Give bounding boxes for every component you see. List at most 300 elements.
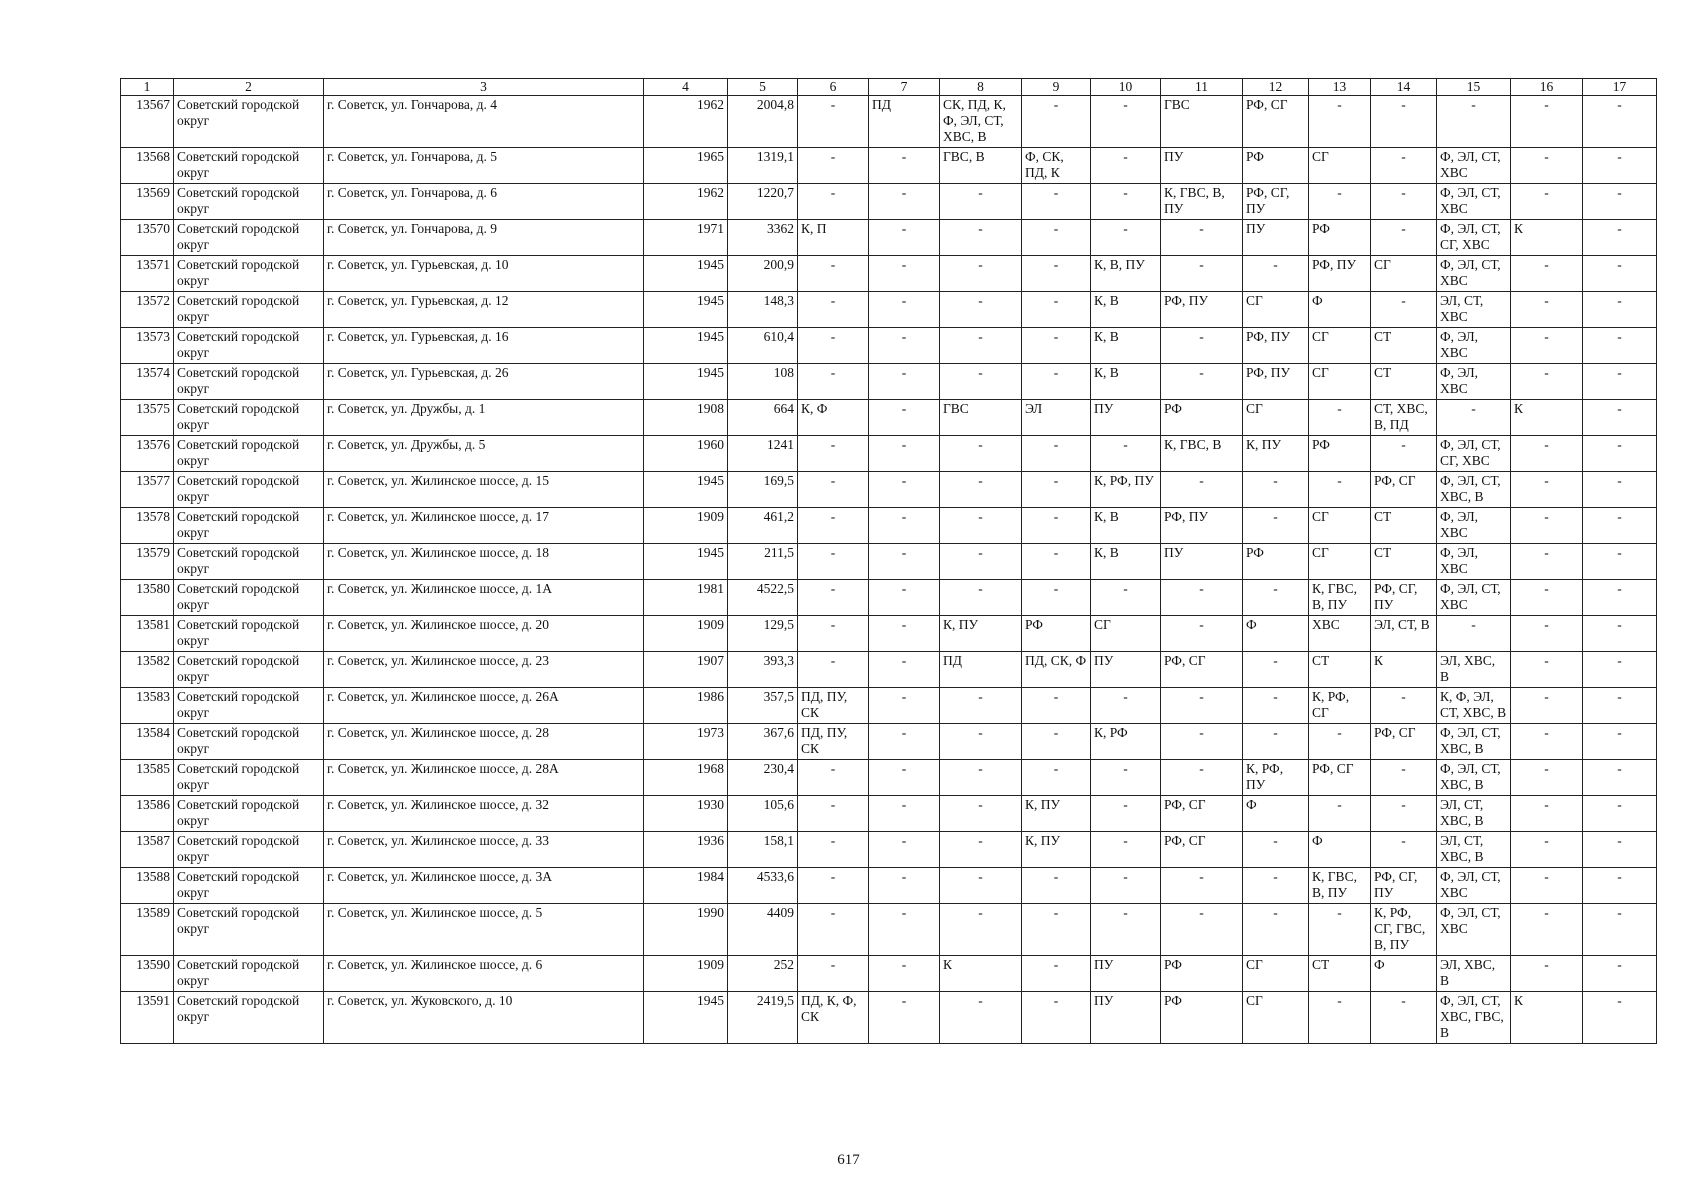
- table-cell: -: [1161, 580, 1243, 616]
- table-cell: 13584: [121, 724, 174, 760]
- table-cell: -: [1511, 508, 1583, 544]
- table-cell: -: [1511, 292, 1583, 328]
- table-cell: -: [1371, 220, 1437, 256]
- table-cell: Советский городской округ: [174, 508, 324, 544]
- table-cell: 1220,7: [728, 184, 798, 220]
- table-cell: -: [798, 544, 869, 580]
- table-cell: -: [869, 328, 940, 364]
- table-cell: 13581: [121, 616, 174, 652]
- table-cell: Советский городской округ: [174, 992, 324, 1044]
- table-cell: РФ, СГ: [1161, 652, 1243, 688]
- table-cell: -: [869, 688, 940, 724]
- table-cell: -: [940, 992, 1022, 1044]
- table-cell: -: [940, 328, 1022, 364]
- table-cell: СГ: [1091, 616, 1161, 652]
- table-cell: г. Советск, ул. Жилинское шоссе, д. 5: [324, 904, 644, 956]
- table-row: [121, 96, 1657, 148]
- table-cell: -: [1583, 472, 1657, 508]
- table-cell: 1909: [644, 508, 728, 544]
- column-header: 4: [644, 79, 728, 96]
- table-cell: -: [869, 724, 940, 760]
- table-cell: -: [869, 580, 940, 616]
- table-cell: г. Советск, ул. Жилинское шоссе, д. 23: [324, 652, 644, 688]
- table-cell: -: [940, 760, 1022, 796]
- table-cell: Советский городской округ: [174, 184, 324, 220]
- table-cell: -: [869, 992, 940, 1044]
- table-cell: 1945: [644, 992, 728, 1044]
- table-cell: -: [1309, 184, 1371, 220]
- table-cell: ХВС: [1309, 616, 1371, 652]
- table-cell: 1909: [644, 956, 728, 992]
- table-cell: К, В, ПУ: [1091, 256, 1161, 292]
- table-cell: РФ: [1243, 544, 1309, 580]
- table-cell: 1962: [644, 184, 728, 220]
- table-cell: Советский городской округ: [174, 904, 324, 956]
- table-cell: Ф, ЭЛ, СТ, ХВС: [1437, 256, 1511, 292]
- table-cell: -: [940, 292, 1022, 328]
- table-cell: г. Советск, ул. Гончарова, д. 6: [324, 184, 644, 220]
- page-number: 617: [837, 1152, 860, 1168]
- table-cell: К, В: [1091, 508, 1161, 544]
- table-cell: СТ: [1371, 544, 1437, 580]
- table-cell: -: [1022, 292, 1091, 328]
- table-row: [121, 652, 1657, 688]
- table-cell: -: [798, 256, 869, 292]
- table-cell: -: [1583, 436, 1657, 472]
- table-cell: 2419,5: [728, 992, 798, 1044]
- table-cell: Советский городской округ: [174, 328, 324, 364]
- table-cell: -: [798, 508, 869, 544]
- table-cell: -: [1583, 328, 1657, 364]
- table-cell: -: [869, 508, 940, 544]
- table-cell: Советский городской округ: [174, 796, 324, 832]
- table-cell: -: [798, 796, 869, 832]
- table-cell: 108: [728, 364, 798, 400]
- table-cell: -: [798, 904, 869, 956]
- table-cell: -: [1091, 832, 1161, 868]
- table-cell: 13579: [121, 544, 174, 580]
- table-cell: 2004,8: [728, 96, 798, 148]
- table-cell: 158,1: [728, 832, 798, 868]
- table-cell: -: [1243, 904, 1309, 956]
- table-cell: ЭЛ, СТ, ХВС, В: [1437, 796, 1511, 832]
- table-cell: -: [1371, 96, 1437, 148]
- table-cell: -: [869, 256, 940, 292]
- table-cell: ГВС: [1161, 96, 1243, 148]
- register-table: [120, 78, 1657, 1044]
- table-cell: -: [1437, 400, 1511, 436]
- table-cell: ПУ: [1091, 652, 1161, 688]
- table-cell: ЭЛ, СТ, В: [1371, 616, 1437, 652]
- table-cell: 13575: [121, 400, 174, 436]
- table-cell: Ф, ЭЛ, СТ, СГ, ХВС: [1437, 436, 1511, 472]
- table-row: [121, 832, 1657, 868]
- table-cell: -: [1371, 760, 1437, 796]
- table-cell: РФ: [1309, 220, 1371, 256]
- table-cell: 610,4: [728, 328, 798, 364]
- table-cell: -: [798, 868, 869, 904]
- table-cell: -: [1161, 904, 1243, 956]
- table-cell: -: [1022, 256, 1091, 292]
- table-cell: -: [1511, 364, 1583, 400]
- table-cell: г. Советск, ул. Гурьевская, д. 10: [324, 256, 644, 292]
- table-cell: г. Советск, ул. Дружбы, д. 5: [324, 436, 644, 472]
- table-cell: К, ПУ: [1243, 436, 1309, 472]
- table-cell: ПУ: [1091, 956, 1161, 992]
- table-cell: -: [798, 328, 869, 364]
- table-cell: -: [1583, 956, 1657, 992]
- table-cell: Советский городской округ: [174, 96, 324, 148]
- table-cell: Советский городской округ: [174, 472, 324, 508]
- table-cell: -: [1161, 472, 1243, 508]
- table-cell: Советский городской округ: [174, 688, 324, 724]
- table-row: [121, 436, 1657, 472]
- table-cell: 13586: [121, 796, 174, 832]
- table-cell: СГ: [1243, 400, 1309, 436]
- table-cell: -: [869, 956, 940, 992]
- table-cell: -: [1022, 220, 1091, 256]
- table-cell: 1945: [644, 292, 728, 328]
- table-cell: -: [1511, 832, 1583, 868]
- column-header: 9: [1022, 79, 1091, 96]
- table-cell: -: [798, 148, 869, 184]
- table-cell: К, ПУ: [1022, 796, 1091, 832]
- table-cell: -: [1583, 508, 1657, 544]
- table-row: [121, 580, 1657, 616]
- table-cell: -: [940, 688, 1022, 724]
- table-cell: -: [1022, 364, 1091, 400]
- table-cell: Советский городской округ: [174, 256, 324, 292]
- table-cell: -: [798, 616, 869, 652]
- table-cell: 13591: [121, 992, 174, 1044]
- table-cell: Ф, ЭЛ, СТ, ХВС, В: [1437, 760, 1511, 796]
- table-cell: 13589: [121, 904, 174, 956]
- table-cell: 13590: [121, 956, 174, 992]
- table-cell: ЭЛ: [1022, 400, 1091, 436]
- table-cell: 1930: [644, 796, 728, 832]
- table-cell: -: [798, 364, 869, 400]
- column-header: 5: [728, 79, 798, 96]
- table-row: [121, 544, 1657, 580]
- table-cell: Советский городской округ: [174, 652, 324, 688]
- table-cell: К, В: [1091, 544, 1161, 580]
- table-cell: -: [1243, 868, 1309, 904]
- table-cell: -: [1511, 96, 1583, 148]
- table-cell: 13585: [121, 760, 174, 796]
- table-cell: -: [1161, 724, 1243, 760]
- table-cell: г. Советск, ул. Гурьевская, д. 26: [324, 364, 644, 400]
- table-cell: К, ГВС, В: [1161, 436, 1243, 472]
- table-cell: 1986: [644, 688, 728, 724]
- table-cell: РФ, СГ, ПУ: [1371, 868, 1437, 904]
- table-cell: -: [1583, 580, 1657, 616]
- table-cell: -: [869, 220, 940, 256]
- table-row: [121, 724, 1657, 760]
- table-cell: -: [1161, 616, 1243, 652]
- table-cell: 1984: [644, 868, 728, 904]
- table-cell: г. Советск, ул. Гончарова, д. 5: [324, 148, 644, 184]
- table-cell: К, РФ, ПУ: [1091, 472, 1161, 508]
- table-cell: -: [1371, 436, 1437, 472]
- table-cell: г. Советск, ул. Гончарова, д. 4: [324, 96, 644, 148]
- table-cell: -: [1309, 724, 1371, 760]
- table-row: [121, 256, 1657, 292]
- table-cell: РФ, СГ: [1309, 760, 1371, 796]
- table-cell: -: [1022, 760, 1091, 796]
- table-cell: г. Советск, ул. Жилинское шоссе, д. 28А: [324, 760, 644, 796]
- table-cell: -: [940, 580, 1022, 616]
- table-cell: -: [1511, 904, 1583, 956]
- table-cell: РФ, СГ: [1371, 472, 1437, 508]
- table-cell: -: [1511, 956, 1583, 992]
- table-cell: -: [1161, 760, 1243, 796]
- table-cell: г. Советск, ул. Жилинское шоссе, д. 33: [324, 832, 644, 868]
- table-cell: -: [1437, 616, 1511, 652]
- table-cell: 13577: [121, 472, 174, 508]
- table-cell: 169,5: [728, 472, 798, 508]
- table-cell: -: [1022, 580, 1091, 616]
- table-cell: -: [1583, 652, 1657, 688]
- table-cell: г. Советск, ул. Гурьевская, д. 16: [324, 328, 644, 364]
- table-cell: г. Советск, ул. Жилинское шоссе, д. 26А: [324, 688, 644, 724]
- table-cell: 13572: [121, 292, 174, 328]
- table-cell: 1960: [644, 436, 728, 472]
- table-cell: СГ: [1243, 992, 1309, 1044]
- table-cell: -: [1022, 992, 1091, 1044]
- table-cell: Ф, ЭЛ, СТ, ХВС: [1437, 148, 1511, 184]
- table-cell: -: [1511, 652, 1583, 688]
- table-cell: -: [1511, 184, 1583, 220]
- table-cell: РФ, СГ: [1161, 832, 1243, 868]
- table-cell: -: [869, 292, 940, 328]
- table-cell: -: [869, 472, 940, 508]
- table-cell: 367,6: [728, 724, 798, 760]
- table-cell: РФ, ПУ: [1243, 328, 1309, 364]
- table-cell: РФ, ПУ: [1243, 364, 1309, 400]
- table-cell: ПД: [940, 652, 1022, 688]
- table-cell: Советский городской округ: [174, 400, 324, 436]
- table-cell: Ф, ЭЛ, ХВС: [1437, 508, 1511, 544]
- table-row: [121, 796, 1657, 832]
- table-cell: 1908: [644, 400, 728, 436]
- table-cell: ПУ: [1243, 220, 1309, 256]
- table-cell: 1909: [644, 616, 728, 652]
- table-cell: СГ: [1309, 148, 1371, 184]
- table-cell: -: [940, 724, 1022, 760]
- column-header: 17: [1583, 79, 1657, 96]
- table-cell: г. Советск, ул. Жилинское шоссе, д. 6: [324, 956, 644, 992]
- table-cell: К, ГВС, В, ПУ: [1161, 184, 1243, 220]
- table-cell: -: [940, 544, 1022, 580]
- table-cell: -: [1371, 796, 1437, 832]
- table-cell: -: [1022, 544, 1091, 580]
- table-cell: -: [1371, 184, 1437, 220]
- table-cell: -: [1022, 184, 1091, 220]
- table-cell: 129,5: [728, 616, 798, 652]
- table-cell: Ф, ЭЛ, ХВС: [1437, 544, 1511, 580]
- table-cell: г. Советск, ул. Жилинское шоссе, д. 1А: [324, 580, 644, 616]
- column-header: 6: [798, 79, 869, 96]
- table-cell: -: [1091, 796, 1161, 832]
- table-cell: -: [798, 436, 869, 472]
- table-cell: -: [940, 904, 1022, 956]
- table-cell: РФ: [1161, 956, 1243, 992]
- table-cell: 13568: [121, 148, 174, 184]
- table-cell: 1990: [644, 904, 728, 956]
- table-cell: -: [940, 220, 1022, 256]
- table-cell: -: [1243, 508, 1309, 544]
- table-cell: -: [798, 580, 869, 616]
- table-cell: -: [1091, 184, 1161, 220]
- table-cell: Советский городской округ: [174, 292, 324, 328]
- table-cell: 13571: [121, 256, 174, 292]
- table-cell: -: [1309, 796, 1371, 832]
- table-cell: Ф: [1309, 832, 1371, 868]
- table-cell: СГ: [1371, 256, 1437, 292]
- table-cell: К: [1511, 220, 1583, 256]
- table-cell: Ф: [1371, 956, 1437, 992]
- table-cell: -: [869, 148, 940, 184]
- table-cell: Ф, ЭЛ, СТ, ХВС, В: [1437, 472, 1511, 508]
- table-cell: -: [869, 616, 940, 652]
- table-cell: СТ: [1371, 508, 1437, 544]
- table-cell: 1319,1: [728, 148, 798, 184]
- table-cell: -: [869, 436, 940, 472]
- table-cell: -: [1583, 256, 1657, 292]
- table-cell: 1968: [644, 760, 728, 796]
- table-cell: 13583: [121, 688, 174, 724]
- table-cell: К: [1371, 652, 1437, 688]
- table-cell: 4533,6: [728, 868, 798, 904]
- table-cell: -: [1583, 796, 1657, 832]
- table-cell: К, В: [1091, 364, 1161, 400]
- table-cell: -: [1583, 904, 1657, 956]
- table-cell: -: [1243, 688, 1309, 724]
- table-cell: ПУ: [1091, 992, 1161, 1044]
- table-cell: ГВС: [940, 400, 1022, 436]
- table-cell: -: [940, 184, 1022, 220]
- table-body: [121, 96, 1657, 1044]
- table-cell: -: [1022, 328, 1091, 364]
- table-cell: -: [1309, 400, 1371, 436]
- table-cell: -: [1309, 472, 1371, 508]
- table-cell: -: [1583, 96, 1657, 148]
- table-cell: 13574: [121, 364, 174, 400]
- table-cell: Ф: [1243, 796, 1309, 832]
- table-cell: К: [1511, 992, 1583, 1044]
- table-cell: г. Советск, ул. Дружбы, д. 1: [324, 400, 644, 436]
- table-cell: 1945: [644, 544, 728, 580]
- table-cell: ПД, СК, Ф: [1022, 652, 1091, 688]
- table-cell: СГ: [1309, 328, 1371, 364]
- table-cell: ЭЛ, СТ, ХВС, В: [1437, 832, 1511, 868]
- table-cell: 1962: [644, 96, 728, 148]
- table-cell: -: [1583, 400, 1657, 436]
- table-cell: -: [1583, 364, 1657, 400]
- table-cell: 200,9: [728, 256, 798, 292]
- table-cell: -: [869, 760, 940, 796]
- table-cell: 1981: [644, 580, 728, 616]
- table-cell: -: [1583, 724, 1657, 760]
- table-cell: ПД: [869, 96, 940, 148]
- table-cell: К, РФ, СГ, ГВС, В, ПУ: [1371, 904, 1437, 956]
- table-cell: Советский городской округ: [174, 544, 324, 580]
- table-cell: -: [1371, 992, 1437, 1044]
- table-cell: -: [1161, 688, 1243, 724]
- table-cell: -: [1091, 760, 1161, 796]
- table-cell: -: [1583, 832, 1657, 868]
- table-cell: 13576: [121, 436, 174, 472]
- table-cell: -: [1091, 220, 1161, 256]
- table-cell: г. Советск, ул. Жилинское шоссе, д. 32: [324, 796, 644, 832]
- table-cell: -: [1511, 436, 1583, 472]
- table-cell: -: [1583, 992, 1657, 1044]
- table-cell: СГ: [1243, 956, 1309, 992]
- table-cell: -: [1091, 96, 1161, 148]
- table-cell: РФ, ПУ: [1161, 292, 1243, 328]
- table-cell: 1945: [644, 256, 728, 292]
- table-cell: -: [1309, 96, 1371, 148]
- table-cell: РФ, ПУ: [1161, 508, 1243, 544]
- table-cell: -: [1022, 868, 1091, 904]
- table-cell: г. Советск, ул. Жуковского, д. 10: [324, 992, 644, 1044]
- table-cell: 105,6: [728, 796, 798, 832]
- table-cell: -: [940, 868, 1022, 904]
- table-cell: г. Советск, ул. Жилинское шоссе, д. 17: [324, 508, 644, 544]
- table-cell: -: [1161, 256, 1243, 292]
- table-cell: СТ: [1371, 364, 1437, 400]
- table-cell: -: [940, 832, 1022, 868]
- table-cell: -: [1022, 472, 1091, 508]
- table-cell: -: [1583, 292, 1657, 328]
- column-header: 13: [1309, 79, 1371, 96]
- table-cell: -: [1583, 868, 1657, 904]
- column-header: 1: [121, 79, 174, 96]
- header-row: [121, 79, 1657, 96]
- table-cell: 4409: [728, 904, 798, 956]
- table-cell: 230,4: [728, 760, 798, 796]
- table-row: [121, 472, 1657, 508]
- table-cell: 13567: [121, 96, 174, 148]
- table-cell: 13588: [121, 868, 174, 904]
- table-cell: -: [1243, 832, 1309, 868]
- table-cell: К: [940, 956, 1022, 992]
- table-cell: 1936: [644, 832, 728, 868]
- table-cell: г. Советск, ул. Жилинское шоссе, д. 15: [324, 472, 644, 508]
- table-cell: 1971: [644, 220, 728, 256]
- table-cell: -: [1511, 256, 1583, 292]
- table-row: [121, 220, 1657, 256]
- table-cell: 1945: [644, 472, 728, 508]
- table-cell: 1945: [644, 364, 728, 400]
- table-cell: К, В: [1091, 292, 1161, 328]
- table-cell: -: [1161, 220, 1243, 256]
- table-cell: -: [1583, 544, 1657, 580]
- table-cell: Советский городской округ: [174, 616, 324, 652]
- column-header: 2: [174, 79, 324, 96]
- table-cell: ПД, ПУ, СК: [798, 724, 869, 760]
- table-cell: -: [1583, 760, 1657, 796]
- table-cell: -: [940, 364, 1022, 400]
- table-cell: Советский городской округ: [174, 760, 324, 796]
- table-cell: К, ПУ: [1022, 832, 1091, 868]
- table-cell: ЭЛ, ХВС, В: [1437, 956, 1511, 992]
- table-cell: РФ: [1022, 616, 1091, 652]
- table-cell: К, ПУ: [940, 616, 1022, 652]
- table-cell: -: [1511, 472, 1583, 508]
- table-cell: г. Советск, ул. Жилинское шоссе, д. 18: [324, 544, 644, 580]
- table-cell: 211,5: [728, 544, 798, 580]
